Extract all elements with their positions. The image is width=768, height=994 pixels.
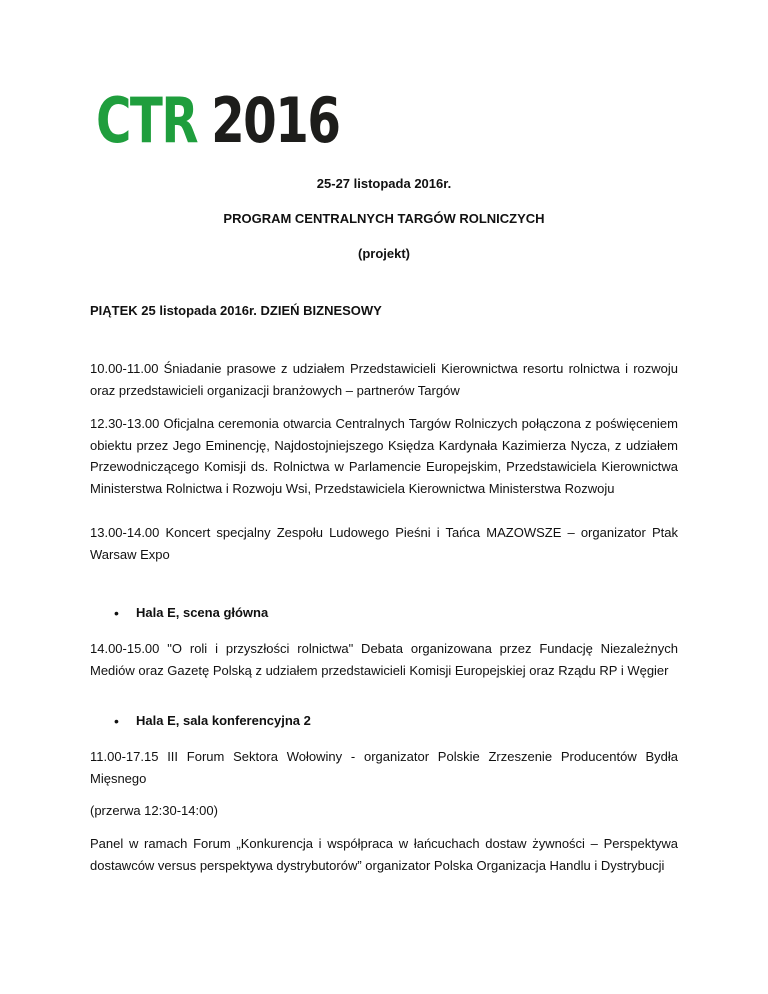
bullet-icon: •	[114, 605, 119, 621]
bullet-icon: •	[114, 713, 119, 729]
ctr-2016-logo	[96, 82, 340, 157]
schedule-item: 13.00-14.00 Koncert specjalny Zespołu Ludowego Pieśni i Tańca MAZOWSZE – organizator Ptak Warsaw Expo	[90, 525, 678, 562]
schedule-item: 12.30-13.00 Oficjalna ceremonia otwarcia Centralnych Targów Rolniczych połączona z poświęceniem obiektu przez Jego Eminencję, Najdostojniejszego Księdza Kardynała Kazimierza Nycza, z udziałem Przewodniczącego Komisji ds. Rolnictwa w Parlamencie Europejskim, Przedstawiciela Kierownictwa Ministerstwa Rolnictwa i Rozwoju Wsi, Przedstawiciela Kierownictwa Ministerstwa Rozwoju	[90, 416, 678, 496]
schedule-item: 14.00-15.00 "O roli i przyszłości rolnictwa" Debata organizowana przez Fundację Niezależnych Mediów oraz Gazetę Polską z udziałem przedstawicieli Komisji Europejskiej oraz Rządu RP i Węgier	[90, 641, 678, 678]
schedule-note: (przerwa 12:30-14:00)	[90, 803, 218, 818]
section-label: Hala E, sala konferencyjna 2	[136, 713, 311, 728]
schedule-item: Panel w ramach Forum „Konkurencja i współpraca w łańcuchach dostaw żywności – Perspektywa dostawców versus perspektywa dystrybutorów” organizator Polska Organizacja Handlu i Dystrybucji	[90, 836, 678, 873]
schedule-item: 11.00-17.15 III Forum Sektora Wołowiny - organizator Polskie Zrzeszenie Producentów Bydła Mięsnego	[90, 749, 678, 786]
program-title: PROGRAM CENTRALNYCH TARGÓW ROLNICZYCH	[223, 211, 545, 226]
section-label: Hala E, scena główna	[136, 605, 269, 620]
logo-ctr-text: CTR	[96, 84, 198, 157]
draft-label: (projekt)	[358, 246, 410, 261]
logo-year-text: 2016	[211, 84, 340, 157]
schedule-item: 10.00-11.00 Śniadanie prasowe z udziałem Przedstawicieli Kierownictwa resortu rolnictwa i rozwoju oraz przedstawicieli organizacji branżowych – partnerów Targów	[90, 361, 678, 398]
date-line: 25-27 listopada 2016r.	[316, 176, 452, 191]
day-heading: PIĄTEK 25 listopada 2016r. DZIEŃ BIZNESOWY	[90, 303, 382, 318]
